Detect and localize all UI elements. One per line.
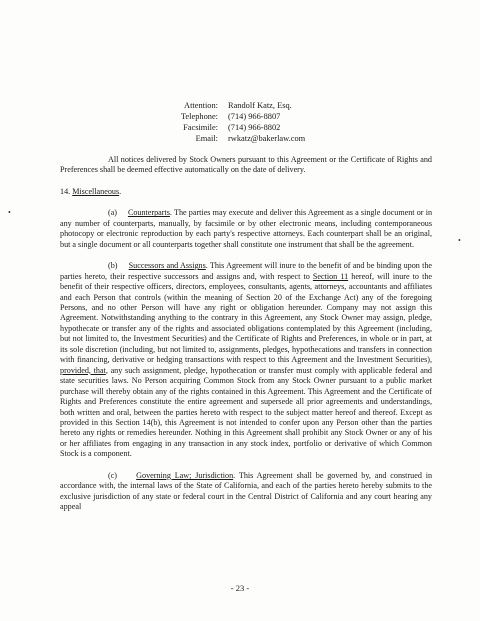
contact-row-telephone (172, 111, 305, 122)
attention-value: Randolf Katz, Esq. (228, 101, 292, 110)
email-label: Email: (195, 134, 218, 143)
contact-block (172, 100, 305, 144)
notice-paragraph: All notices delivered by Stock Owners pursuant to this Agreement or the Certificate of Rights and Preferences shall be deemed effective automatically on the date of delivery. (60, 155, 432, 175)
contact-row-attention (172, 100, 305, 111)
paragraph-b-text-2: hereof, will inure to the benefit of their respective officers, directors, employees, consultants, agents, attorneys, accountants and affiliates and each Person that controls (within the meaning of Section 20 of the Exchange Act) any of the foregoing Persons, and no other Person will have any right or obligation hereunder. Company may not assign this Agreement. Notwithstanding anything to the contrary in this Agreement, any Stock Owner may assign, pledge, hypothecate or transfer any of the rights and associated obligations contemplated by this Agreement (including, but not limited to, the Investment Securities) and the Certificate of Rights and Preferences, in whole or in part, at its sole discretion (including, but not limited to, assignments, pledges, hypothecations and transfers in connection with financing, derivative or hedging transactions with respect to this Agreement and the Investment Securities), (60, 271, 432, 365)
paragraph-a-label: (a) (108, 208, 118, 218)
facsimile-value: (714) 966-8802 (228, 123, 281, 132)
telephone-value: (714) 966-8807 (228, 112, 281, 121)
facsimile-label: Facsimile: (183, 123, 218, 132)
section-11-reference: Section 11 (312, 271, 349, 281)
contact-row-facsimile (172, 122, 305, 133)
scan-mark-left: • (8, 208, 11, 217)
section-14-punct: . (119, 186, 122, 196)
paragraph-c-label: (c) (108, 470, 118, 480)
document-body (60, 155, 432, 513)
paragraph-b-label: (b) (108, 261, 118, 271)
paragraph-b: (b) Successors and Assigns. This Agreement will inure to the benefit of and be binding upon the parties hereto, their respective successors and assigns and, with respect to Section 11 hereof, will inure to the benefit of their respective officers, directors, employees, consultants, agents, attorneys, accountants and affiliates and each Person that controls (within the meaning of Section 20 of the Exchange Act) any of the foregoing Persons, and no other Person will have any right or obligation hereunder. Company may not assign this Agreement. Notwithstanding anything to the contrary in this Agreement, any Stock Owner may assign, pledge, hypothecate or transfer any of the rights and associated obligations contemplated by this Agreement (including, but not limited to, the Investment Securities) and the Certificate of Rights and Preferences, in whole or in part, at its sole discretion (including, but not limited to, assignments, pledges, hypothecations and transfers in connection with financing, derivative or hedging transactions with respect to this Agreement and the Investment Securities), provided, that, any such assignment, pledge, hypothecation or transfer must comply with applicable federal and state securities laws. No Person acquiring Common Stock from any Stock Owner pursuant to a public market purchase will thereby obtain any of the rights contained in this Agreement. This Agreement and the Certificate of Rights and Preferences constitute the entire agreement and supersede all prior agreements and understandings, both written and oral, between the parties hereto with respect to the subject matter hereof and thereof. Except as provided in this Section 14(b), this Agreement is not intended to confer upon any Person other than the parties hereto any rights or remedies hereunder. Nothing in this Agreement shall prohibit any Stock Owner or any of his or her affiliates from engaging in any transaction in any stock index, portfolio or derivative of which Common Stock is a component. (60, 261, 433, 459)
scan-mark-right: • (458, 236, 461, 245)
telephone-label: Telephone: (180, 112, 218, 121)
provided-that-term: provided, that (60, 365, 106, 375)
paragraph-c-text: This Agreement shall be governed by, and construed in accordance with, the internal laws of the State of California, and each of the parties hereto hereby submits to the exclusive jurisdiction of any state or federal court in the Central District of California and any court hearing any appeal (60, 470, 433, 512)
paragraph-c-title: Governing Law; Jurisdiction (136, 470, 234, 480)
paragraph-a: (a) Counterparts. The parties may execute and deliver this Agreement as a single document or in any number of counterparts, manually, by facsimile or by other electronic means, including contemporaneous photocopy or electronic reproduction by each party's respective attorneys. Each counterpart shall be an original, but a single document or all counterparts together shall constitute one instrument that shall be the agreement. (60, 208, 433, 249)
paragraph-b-text-3: , any such assignment, pledge, hypothecation or transfer must comply with applicable federal and state securities laws. No Person acquiring Common Stock from any Stock Owner pursuant to a public market purchase will thereby obtain any of the rights contained in this Agreement. This Agreement and the Certificate of Rights and Preferences constitute the entire agreement and supersede all prior agreements and understandings, both written and oral, between the parties hereto with respect to the subject matter hereof and thereof. Except as provided in this Section 14(b), this Agreement is not intended to confer upon any Person other than the parties hereto any rights or remedies hereunder. Nothing in this Agreement shall prohibit any Stock Owner or any of his or her affiliates from engaging in any transaction in any stock index, portfolio or derivative of which Common Stock is a component. (60, 365, 432, 459)
paragraph-a-title: Counterparts (127, 208, 170, 218)
paragraph-c: (c) Governing Law; Jurisdiction. This Agreement shall be governed by, and construed in accordance with, the internal laws of the State of California, and each of the parties hereto hereby submits to the exclusive jurisdiction of any state or federal court in the Central District of California and any court hearing any appeal (60, 470, 433, 512)
contact-row-email (172, 133, 305, 144)
section-14-heading (60, 187, 432, 197)
email-value: rwkatz@bakerlaw.com (228, 134, 306, 143)
attention-label: Attention: (184, 101, 218, 110)
paragraph-b-text-1: This Agreement will inure to the benefit of and be binding upon the parties hereto, their respective successors and assigns and, with respect to (60, 261, 433, 281)
page-number: - 23 - (230, 583, 250, 593)
section-14-title: Miscellaneous (72, 186, 120, 196)
paragraph-b-title: Successors and Assigns (128, 261, 206, 271)
paragraph-a-text: The parties may execute and deliver this Agreement as a single document or in any number of counterparts, manually, by facsimile or by other electronic means, including contemporaneous photocopy or electronic reproduction by each party's respective attorneys. Each counterpart shall be an original, but a single document or all counterparts together shall constitute one instrument that shall be the agreement. (60, 208, 433, 249)
section-14-number: 14. (60, 186, 71, 196)
